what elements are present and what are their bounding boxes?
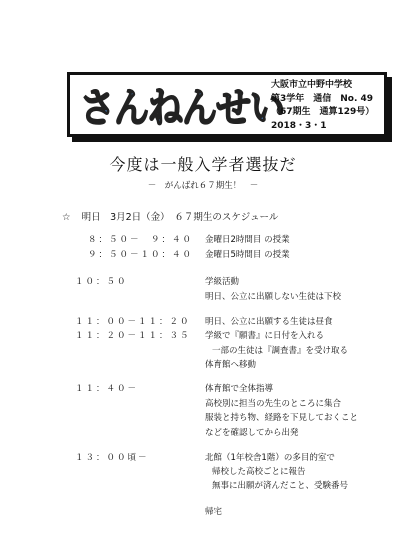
page-subtitle: － がんばれ６７期生！ － <box>147 181 259 191</box>
schedule-5-line-1: 北館（1年校舎1階）の多目的室で <box>205 453 335 463</box>
schedule-4-line-3: 服装と持ち物、経路を下見しておくこと <box>205 413 359 423</box>
schedule-3-line-2: 一部の生徒は『調査書』を受け取る <box>212 346 349 356</box>
schedule-4-line-1: 体育館で全体指導 <box>205 384 274 394</box>
issue-date: 2018・3・1 <box>271 120 327 131</box>
schedule-3-line-3: 体育館へ移動 <box>205 360 257 370</box>
schedule-time-5: １３：００頃－ <box>75 453 149 463</box>
school-info <box>271 79 374 133</box>
schedule-4-line-4: などを確認してから出発 <box>205 428 299 438</box>
class-info: （67期生 通算129号） <box>271 107 375 117</box>
schedule-5-line-3: 無事に出願が済んだこと、受験番号 <box>212 481 349 491</box>
schedule-time-3: １１：２０－１１：３５ <box>75 331 191 341</box>
schedule-heading <box>62 209 278 223</box>
morning-time-2: ９：５０－１０：４０ <box>88 250 194 260</box>
schedule-3-line-1: 学級で『願書』に日付を入れる <box>205 331 325 341</box>
morning-time-1: ８：５０－ ９：４０ <box>88 235 194 245</box>
newsletter-logo: さんねんせい <box>80 85 285 132</box>
schedule-6-line-1: 帰宅 <box>205 507 223 517</box>
schedule-time-2: １１：００－１１：２０ <box>75 317 191 327</box>
schedule-4-line-2: 高校別に担当の先生のところに集合 <box>205 399 342 409</box>
school-name: 大阪市立中野中学校 <box>271 80 353 90</box>
schedule-time-4: １１：４０－ <box>75 384 139 394</box>
schedule-1-line-2: 明日、公立に出願しない生徒は下校 <box>205 292 342 302</box>
star-icon: ☆ <box>62 212 71 223</box>
schedule-1-line-1: 学級活動 <box>205 277 240 287</box>
newsletter-header <box>67 72 387 137</box>
schedule-5-line-2: 帰校した高校ごとに報告 <box>212 467 306 477</box>
schedule-2-line-1: 明日、公立に出願する生徒は昼食 <box>205 317 333 327</box>
schedule-time-1: １０：５０ <box>75 277 128 287</box>
morning-desc-2: 金曜日5時間目 の授業 <box>205 250 290 260</box>
page-title: 今度は一般入学者選抜だ <box>109 155 297 174</box>
schedule-heading-text: 明日 3月2日（金） ６７期生のスケジュール <box>81 212 279 223</box>
morning-desc-1: 金曜日2時間目 の授業 <box>205 235 290 245</box>
issue-number: 第3学年 通信 No. 49 <box>271 93 374 104</box>
